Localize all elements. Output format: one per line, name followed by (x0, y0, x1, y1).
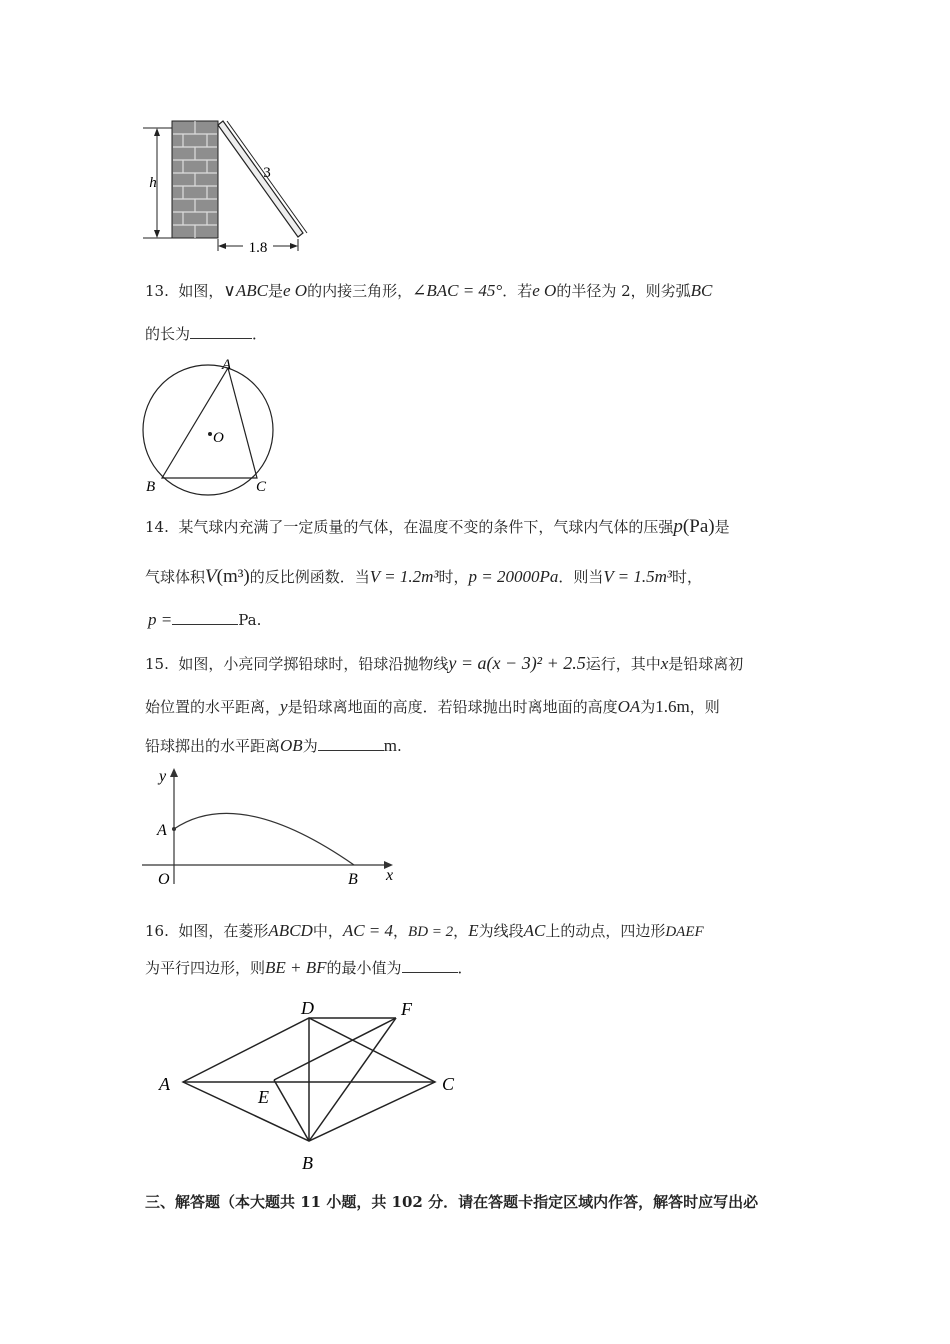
answer-blank[interactable] (402, 958, 458, 973)
label-e: E (258, 1087, 269, 1107)
answer-blank[interactable] (190, 324, 252, 339)
text: 始位置的水平距离， (145, 698, 281, 716)
section-heading: 三、解答题（本大题共 11 小题，共 102 分．请在答题卡指定区域内作答，解答时应写出必 (145, 1193, 759, 1211)
text: 如图， (178, 282, 224, 300)
question-13-line1 (145, 280, 712, 302)
question-13-line2 (145, 323, 267, 345)
text: 如图，小亮同学掷铅球时，铅球沿抛物线 (178, 655, 449, 673)
var-x: x (660, 654, 669, 673)
brick-wall (172, 121, 218, 238)
segment-ob: OB (280, 736, 303, 755)
label-o: O (158, 871, 170, 888)
label-a: A (159, 1074, 170, 1094)
text: 为 (640, 698, 656, 716)
question-15-line2 (145, 696, 720, 718)
rhombus-abcd: ABCD (268, 921, 313, 940)
text: 如图，在菱形 (178, 922, 269, 940)
angle-bac: ∠BAC = 45° (412, 281, 503, 300)
label-b: B (302, 1153, 313, 1173)
question-number: 13. (145, 282, 169, 300)
parallelogram-daef: DAEF (665, 924, 704, 940)
text: 某气球内充满了一定质量的气体，在温度不变的条件下，气球内气体的压强 (178, 518, 674, 536)
question-14-line2 (145, 566, 702, 588)
text: ．若 (502, 282, 533, 300)
value-oa: 1.6m (655, 697, 690, 716)
question-16-line2 (145, 957, 473, 979)
text: 的半径为 2，则劣弧 (556, 282, 691, 300)
ladder (218, 121, 303, 237)
text: 的反比例函数．当 (249, 568, 370, 586)
label-f: F (401, 999, 412, 1019)
text: 为 (302, 737, 318, 755)
answer-blank[interactable] (318, 736, 384, 751)
eq-bd: BD = 2 (408, 924, 454, 940)
text: 是铅球离初 (668, 655, 744, 673)
eq-ac: AC = 4 (342, 921, 394, 940)
question-number: 14. (145, 518, 169, 536)
label-b: B (146, 479, 156, 495)
label-a: A (157, 822, 167, 839)
answer-blank[interactable] (172, 610, 238, 625)
text: 的内接三角形， (307, 282, 413, 300)
text: ， (393, 922, 409, 940)
text: 铅球掷出的水平距离 (145, 737, 281, 755)
eq-p2: p = (148, 610, 173, 629)
segment-oa: OA (617, 697, 641, 716)
text: 的长为 (145, 325, 191, 343)
circle-o: e O (532, 281, 557, 300)
text: 为线段 (478, 922, 524, 940)
question-15-line3 (145, 735, 402, 757)
var-v: V (205, 566, 217, 587)
question-14-line1 (145, 516, 730, 538)
question-14-line3 (148, 609, 261, 631)
text: ． (457, 959, 473, 977)
text: 运行，其中 (585, 655, 661, 673)
question-number: 16. (145, 922, 169, 940)
text: 为平行四边形，则 (145, 959, 266, 977)
label-c: C (442, 1074, 455, 1094)
text: 的最小值为 (326, 959, 402, 977)
text: ． (252, 325, 268, 343)
eq-p1: p = 20000Pa (468, 567, 559, 586)
arc-bc: BC (690, 281, 713, 300)
eq-v1: V = 1.2m³ (369, 567, 439, 586)
label-base: 1.8 (248, 240, 268, 256)
figure-circle-triangle (135, 350, 285, 498)
text: 时， (438, 568, 469, 586)
figure-wall-ladder (135, 115, 320, 260)
label-a: A (222, 357, 232, 373)
unit-m3: (m³) (216, 566, 250, 587)
figure-rhombus (145, 995, 475, 1175)
label-x-axis: x (386, 867, 394, 884)
text: ．则当 (558, 568, 604, 586)
text: 气球体积 (145, 568, 206, 586)
label-d: D (301, 998, 314, 1018)
triangle-abc: ∨ABC (223, 281, 268, 300)
question-15-line1 (145, 652, 743, 675)
point-e: E (468, 921, 479, 940)
question-number: 15. (145, 655, 169, 673)
label-h: h (149, 175, 157, 191)
unit-pa: (Pa) (682, 516, 715, 537)
var-y: y (280, 697, 288, 716)
eq-v2: V = 1.5m³ (603, 567, 673, 586)
text: Pa. (238, 611, 262, 629)
text: 时， (672, 568, 703, 586)
circle-o: e O (283, 281, 308, 300)
label-ladder-length: 3 (263, 165, 271, 181)
parabola-equation: y = a(x − 3)² + 2.5 (448, 653, 586, 673)
text: ， (453, 922, 469, 940)
text: 是 (267, 282, 283, 300)
text: 上的动点，四边形 (545, 922, 666, 940)
label-b: B (348, 871, 358, 888)
label-o: O (213, 430, 224, 446)
text: 是 (714, 518, 730, 536)
question-16-line1 (145, 920, 704, 943)
label-y-axis: y (159, 768, 167, 785)
unit-m: m (383, 736, 397, 755)
var-p: p (673, 516, 683, 537)
text: 是铅球离地面的高度．若铅球抛出时离地面的高度 (287, 698, 618, 716)
text: ，则 (689, 698, 720, 716)
segment-ac: AC (523, 921, 546, 940)
figure-parabola (140, 762, 405, 892)
label-c: C (256, 479, 267, 495)
text: . (396, 737, 402, 755)
expr-be-bf: BE + BF (265, 958, 327, 977)
text: 中， (312, 922, 343, 940)
